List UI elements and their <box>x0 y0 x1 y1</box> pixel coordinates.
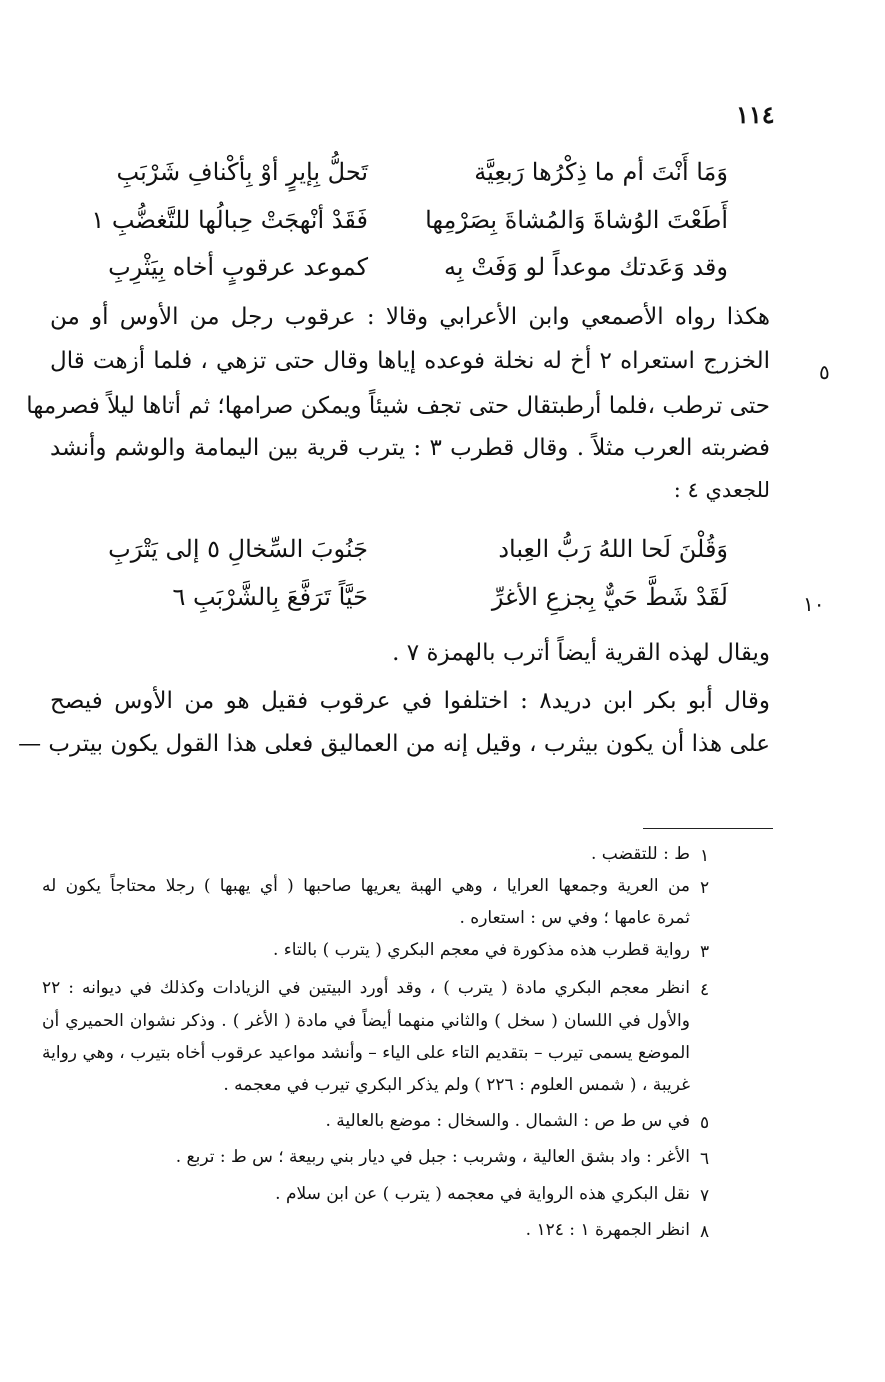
text-line: هكذا رواه الأصمعي وابن الأعرابي وقالا : عرقوب رجل من الأوس أو من <box>50 304 770 330</box>
text-line: الخزرج استعراه ٢ أخ له نخلة فوعده إياها وقال حتى تزهي ، فلما أزهت قال <box>50 348 770 374</box>
footnote-number: ٧ <box>700 1186 710 1206</box>
footnote-number: ٨ <box>700 1222 710 1242</box>
verse-hemistich: وَقُلْنَ لَحا اللهُ رَبُّ العِباد <box>498 535 728 563</box>
text-line: ويقال لهذه القرية أيضاً أترب بالهمزة ٧ . <box>392 640 770 666</box>
footnote-line: رواية قطرب هذه مذكورة في معجم البكري ( يترب ) بالتاء . <box>272 940 690 960</box>
footnote-number: ٤ <box>700 980 710 1000</box>
verse-hemistich: كموعد عرقوبٍ أخاه بِيَثْرِبِ <box>108 253 368 281</box>
verse-hemistich: لَقَدْ شَطَّ حَيٌّ بِجزعِ الأغرِّ <box>491 583 728 611</box>
footnote-line: ط : للتقضب . <box>590 844 690 864</box>
margin-line-number: ١٠ <box>803 592 825 616</box>
footnote-line: والأول في اللسان ( سخل ) والثاني منهما أيضاً في مادة ( الأغر ) . وذكر نشوان الحميري أن <box>42 1011 690 1031</box>
verse-hemistich: وقد وَعَدتك موعداً لو وَفَتْ بِه <box>444 253 728 281</box>
footnote-line: من العرية وجمعها العرايا ، وهي الهبة يعريها صاحبها ( أي يهبها ) رجلا محتاجاً يكون له <box>42 876 690 896</box>
verse-hemistich: حَيَّاً تَرَفَّعَ بِالشَّرْبَبِ ٦ <box>172 583 368 611</box>
text-line: للجعدي ٤ : <box>673 478 770 502</box>
margin-line-number: ٥ <box>819 360 830 384</box>
text-line: على هذا أن يكون بيثرب ، وقيل إنه من العماليق فعلى هذا القول يكون بيترب — <box>18 731 770 757</box>
text-line: فضربته العرب مثلاً . وقال قطرب ٣ : يترب قرية بين اليمامة والوشم وأنشد <box>50 435 770 461</box>
footnote-line: الأغر : واد بشق العالية ، وشربب : جبل في ديار بني ربيعة ؛ س ط : تربع . <box>175 1147 690 1167</box>
footnote-line: غريبة ، ( شمس العلوم : ٢٢٦ ) ولم يذكر البكري تيرب في معجمه . <box>223 1075 690 1095</box>
text-line: حتى ترطب ،فلما أرطبتقال حتى تجف شيئاً ويمكن صرامها؛ ثم أتاها ليلاً فصرمها <box>26 393 770 419</box>
verse-hemistich: جَنُوبَ السِّخالِ ٥ إلى يَتْرَبِ <box>108 535 368 563</box>
footnote-number: ٣ <box>700 942 710 962</box>
footnote-line: انظر معجم البكري مادة ( يترب ) ، وقد أورد البيتين في الزيادات وكذلك في ديوانه : ٢٢ <box>42 978 690 998</box>
footnote-separator <box>643 828 773 829</box>
footnote-number: ٥ <box>700 1113 710 1133</box>
verse-hemistich: وَمَا أَنْتَ أم ما ذِكْرُها رَبعِيَّة <box>474 158 728 186</box>
footnote-number: ٦ <box>700 1149 710 1169</box>
footnote-number: ١ <box>700 846 710 866</box>
verse-hemistich: تَحلُّ بِإيرٍ أوْ بِأكْنافِ شَرْبَبِ <box>116 158 368 186</box>
footnote-line: نقل البكري هذه الرواية في معجمه ( يترب ) عن ابن سلام . <box>275 1184 690 1204</box>
verse-hemistich: فَقَدْ أنْهجَتْ حِبالُها للتَّغضُّبِ ١ <box>91 206 368 234</box>
footnote-line: انظر الجمهرة ١ : ١٢٤ . <box>525 1220 690 1240</box>
page-number: ١١٤ <box>736 100 775 129</box>
footnote-line: ثمرة عامها ؛ وفي س : استعاره . <box>459 908 690 928</box>
verse-hemistich: أَطَعْتَ الوُشاةَ وَالمُشاةَ بِصَرْمِها <box>425 206 728 234</box>
footnote-number: ٢ <box>700 878 710 898</box>
footnote-line: الموضع يسمى تيرب – بتقديم التاء على الياء – وأنشد مواعيد عرقوب أخاه بتيرب ، وهي رواية <box>42 1043 690 1063</box>
text-line: وقال أبو بكر ابن دريد٨ : اختلفوا في عرقوب فقيل هو من الأوس فيصح <box>50 688 770 714</box>
footnote-line: في س ط ص : الشمال . والسخال : موضع بالعالية . <box>325 1111 690 1131</box>
